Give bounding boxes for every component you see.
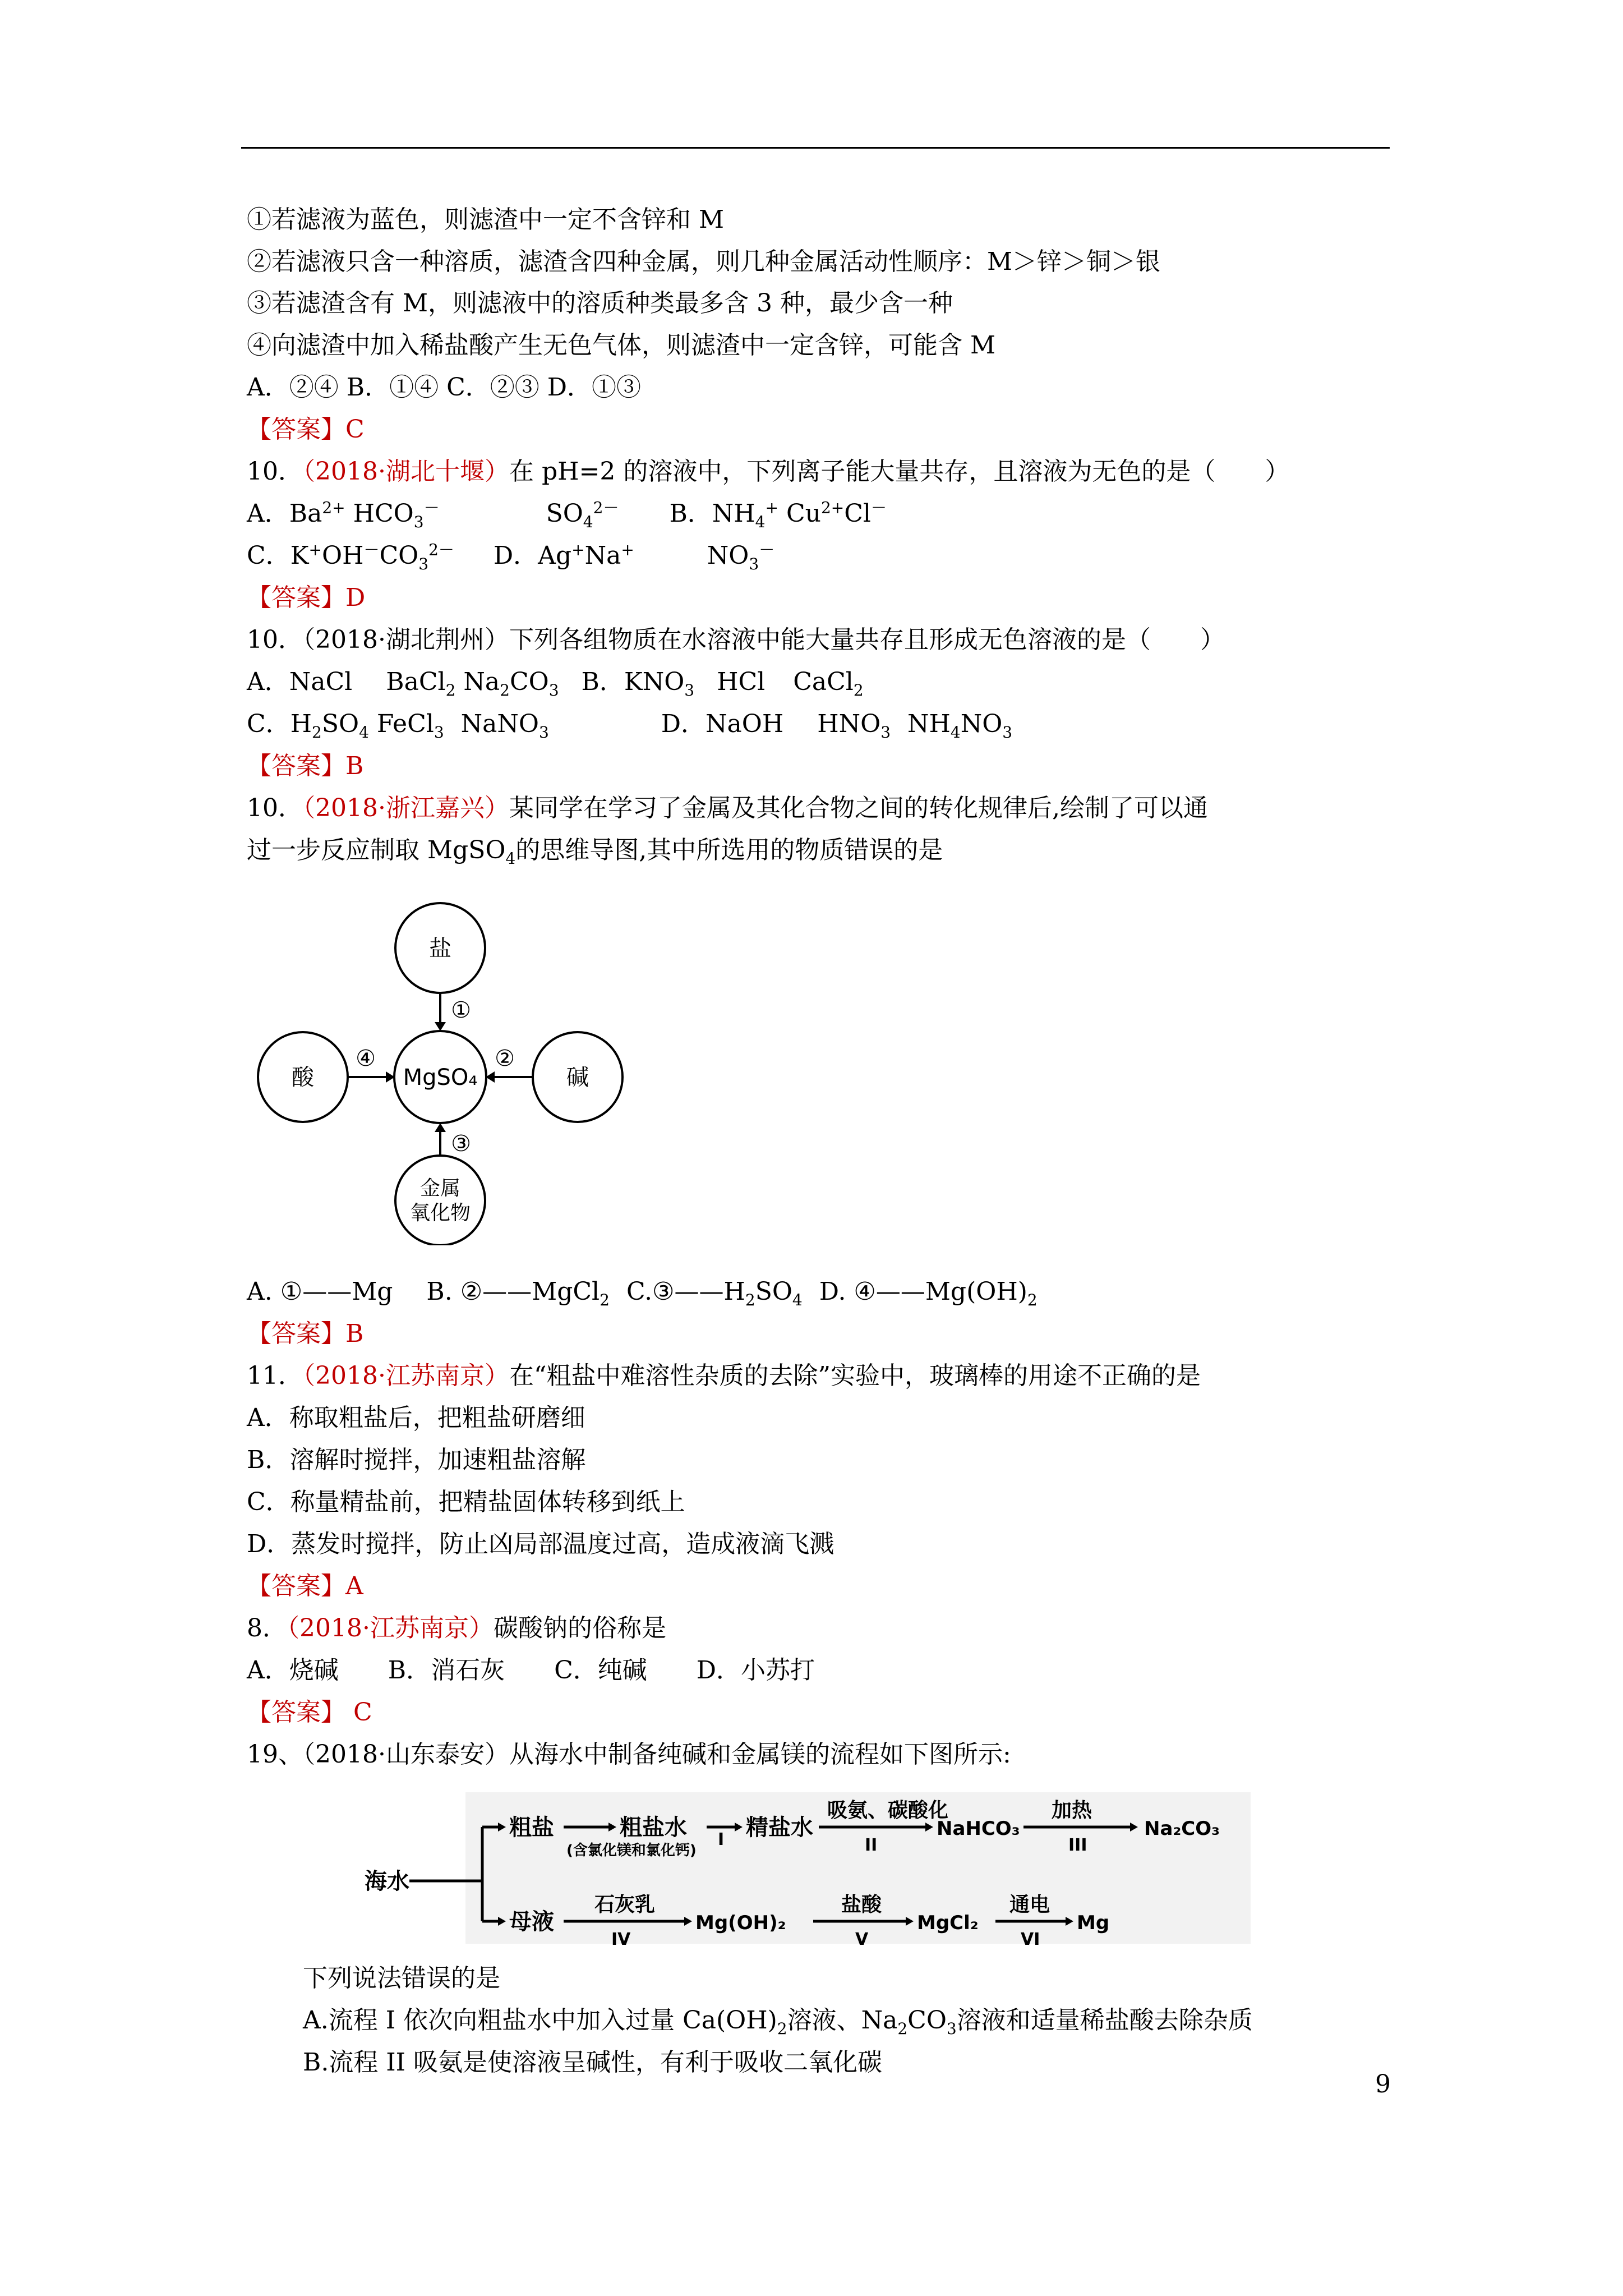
question-text: 某同学在学习了金属及其化合物之间的转化规律后,绘制了可以通 bbox=[509, 794, 1208, 822]
flow-mgoh2: Mg(OH)₂ bbox=[695, 1912, 786, 1934]
flow-crude-salt: 粗盐 bbox=[509, 1815, 554, 1841]
flow-mother-liquor: 母液 bbox=[509, 1909, 554, 1935]
q10a-answer bbox=[247, 581, 365, 615]
q10c-stem-line1 bbox=[247, 792, 1208, 825]
question-number: 8． bbox=[247, 1614, 287, 1642]
seawater-flow-chart bbox=[365, 1792, 1374, 1949]
q8-answer bbox=[247, 1696, 372, 1729]
flow-heat: 加热 bbox=[1052, 1799, 1092, 1822]
q11-option-a: A．称取粗盐后，把粗盐研磨细 bbox=[247, 1404, 585, 1432]
question-text: 碳酸钠的俗称是 bbox=[493, 1614, 666, 1642]
q10b-answer bbox=[247, 749, 363, 783]
question-number: 11． bbox=[247, 1361, 303, 1390]
flow-step-2: II bbox=[865, 1835, 878, 1855]
q10c-stem-line2: 过一步反应制取 MgSO$_4$的思维导图,其中所选用的物质错误的是 bbox=[247, 836, 943, 868]
q10b-options-cd: C．$H_2SO_4$ FeCl$_3$ NaNO$_3$ D．NaOH $HNO_3$ $NH_4NO_3$ bbox=[247, 710, 1013, 742]
q11-option-d: D．蒸发时搅拌，防止凶局部温度过高，造成液滴飞溅 bbox=[247, 1530, 834, 1558]
q11-option-b: B．溶解时搅拌，加速粗盐溶解 bbox=[247, 1446, 586, 1474]
flow-crude-brine: 粗盐水 bbox=[620, 1815, 687, 1841]
question-number: 10． bbox=[247, 794, 303, 822]
answer-value: B bbox=[345, 1319, 364, 1348]
option-text: 溶液和适量稀盐酸去除杂质 bbox=[956, 2006, 1253, 2035]
question-source: （2018·浙江嘉兴） bbox=[303, 794, 509, 822]
flow-nahco3: NaHCO₃ bbox=[937, 1818, 1020, 1840]
flow-step-5: V bbox=[855, 1930, 869, 1949]
q19-stem: 19、（2018·山东泰安）从海水中制备纯碱和金属镁的流程如下图所示: bbox=[247, 1740, 1011, 1769]
answer-value: D bbox=[345, 583, 366, 612]
node-acid: 酸 bbox=[292, 1065, 314, 1091]
answer-label: 【答案】 bbox=[247, 1698, 345, 1727]
answer-label: 【答案】 bbox=[247, 1319, 345, 1348]
flow-lime-milk: 石灰乳 bbox=[594, 1893, 656, 1916]
flow-hcl: 盐酸 bbox=[841, 1893, 882, 1916]
q9-statement-4: ④向滤渣中加入稀盐酸产生无色气体，则滤渣中一定含锌，可能含 M bbox=[247, 331, 996, 360]
flow-step-4: IV bbox=[611, 1930, 631, 1949]
q10c-answer bbox=[247, 1317, 363, 1351]
node-metal-label-2: 氧化物 bbox=[409, 1202, 471, 1225]
q10a-stem bbox=[247, 455, 1289, 489]
option-text: A.流程 I 依次向粗盐水中加入过量 Ca(OH) bbox=[303, 2006, 777, 2035]
answer-value: C bbox=[345, 1698, 372, 1727]
q19-option-a: A.流程 I 依次向粗盐水中加入过量 $Ca(OH)_2$溶液、$Na_2CO_3$溶液和适量稀盐酸去除杂质 bbox=[303, 2006, 1253, 2038]
q11-answer bbox=[247, 1570, 363, 1603]
q8-stem bbox=[247, 1612, 666, 1645]
flow-electrolysis: 通电 bbox=[1009, 1893, 1050, 1916]
q10c-options: A. ①——Mg B. ②——MgCl$_2$ $C.③——H_2SO_4$ D. $④——Mg(OH)_2$ bbox=[247, 1277, 1038, 1309]
question-text: 在“粗盐中难溶性杂质的去除”实验中，玻璃棒的用途不正确的是 bbox=[509, 1361, 1201, 1390]
question-number: 10． bbox=[247, 457, 303, 486]
q9-options: A．②④ B．①④ C．②③ D．①③ bbox=[247, 373, 642, 402]
q10b-options-ab: A．NaCl BaCl$_2$ $Na_2CO_3$ B．$KNO_3$ HCl CaCl$_2$ bbox=[247, 668, 864, 700]
option-text: 溶液、Na bbox=[787, 2006, 898, 2035]
question-number: 10． bbox=[247, 625, 303, 654]
node-metal-label-1: 金属 bbox=[419, 1177, 461, 1200]
flow-impurity-note: (含氯化镁和氯化钙) bbox=[566, 1842, 697, 1859]
node-center: MgSO₄ bbox=[403, 1065, 478, 1091]
q9-answer bbox=[247, 413, 365, 447]
flow-mg: Mg bbox=[1077, 1912, 1110, 1934]
flow-mgcl2: MgCl₂ bbox=[917, 1912, 979, 1934]
q10a-options-cd: C．$K^+OH^-CO_3^{2-}$ D．Ag+Na+ $NO_3^-$ bbox=[247, 540, 775, 573]
answer-label: 【答案】 bbox=[247, 583, 345, 612]
flow-step-6: VI bbox=[1021, 1930, 1040, 1949]
circle-metal-oxide bbox=[395, 1156, 485, 1245]
flow-ammonia-carbonate: 吸氨、碳酸化 bbox=[827, 1799, 949, 1822]
flow-step-3: III bbox=[1068, 1835, 1087, 1855]
arrow-label-2: ② bbox=[495, 1046, 515, 1071]
question-source: （2018·湖北荆州） bbox=[303, 625, 509, 654]
option-text: CO bbox=[907, 2006, 947, 2035]
flow-seawater: 海水 bbox=[365, 1869, 409, 1894]
flow-na2co3: Na₂CO₃ bbox=[1144, 1818, 1220, 1840]
answer-value: C bbox=[345, 415, 365, 444]
q10a-options-ab: A．$Ba^{2+}$ $HCO_3^-$ $SO_4^{2-}$ B．$NH_4^+$ $Cu^{2+}Cl^-$ bbox=[247, 498, 887, 531]
answer-label: 【答案】 bbox=[247, 1572, 345, 1600]
question-text: 在 pH=2 的溶液中，下列离子能大量共存，且溶液为无色的是（ ） bbox=[509, 457, 1290, 486]
q19-prompt: 下列说法错误的是 bbox=[303, 1964, 500, 1993]
question-text: 下列各组物质在水溶液中能大量共存且形成无色溶液的是（ ） bbox=[509, 625, 1225, 654]
flow-step-1: I bbox=[718, 1830, 725, 1849]
mgso4-mind-map bbox=[241, 898, 645, 1245]
arrow-label-3: ③ bbox=[451, 1131, 471, 1157]
arrow-label-4: ④ bbox=[356, 1046, 376, 1071]
answer-label: 【答案】 bbox=[247, 415, 345, 444]
q9-statement-3: ③若滤渣含有 M，则滤液中的溶质种类最多含 3 种，最少含一种 bbox=[247, 289, 953, 318]
question-text: 过一步反应制取 MgSO bbox=[247, 836, 506, 864]
q11-option-c: C．称量精盐前，把精盐固体转移到纸上 bbox=[247, 1488, 685, 1516]
answer-label: 【答案】 bbox=[247, 752, 345, 780]
question-source: （2018·江苏南京） bbox=[303, 1361, 509, 1390]
question-text: 的思维导图,其中所选用的物质错误的是 bbox=[515, 836, 943, 864]
question-source: （2018·湖北十堰） bbox=[303, 457, 509, 486]
node-salt: 盐 bbox=[429, 936, 451, 961]
q8-options: A．烧碱 B．消石灰 C．纯碱 D．小苏打 bbox=[247, 1656, 815, 1685]
q9-statement-1: ①若滤液为蓝色，则滤渣中一定不含锌和 M bbox=[247, 205, 725, 234]
q11-stem bbox=[247, 1359, 1201, 1393]
header-rule bbox=[241, 147, 1390, 149]
node-base: 碱 bbox=[566, 1065, 589, 1091]
flow-refined-brine: 精盐水 bbox=[746, 1815, 813, 1841]
q19-option-b: B.流程 II 吸氨是使溶液呈碱性，有利于吸收二氧化碳 bbox=[303, 2048, 883, 2077]
page-number: 9 bbox=[1375, 2070, 1391, 2099]
q9-statement-2: ②若滤液只含一种溶质，滤渣含四种金属，则几种金属活动性顺序：M＞锌＞铜＞银 bbox=[247, 247, 1161, 276]
question-source: （2018·江苏南京） bbox=[287, 1614, 494, 1642]
q10b-stem bbox=[247, 623, 1225, 657]
answer-value: B bbox=[345, 752, 364, 780]
answer-value: A bbox=[345, 1572, 363, 1600]
arrow-label-1: ① bbox=[451, 997, 471, 1023]
